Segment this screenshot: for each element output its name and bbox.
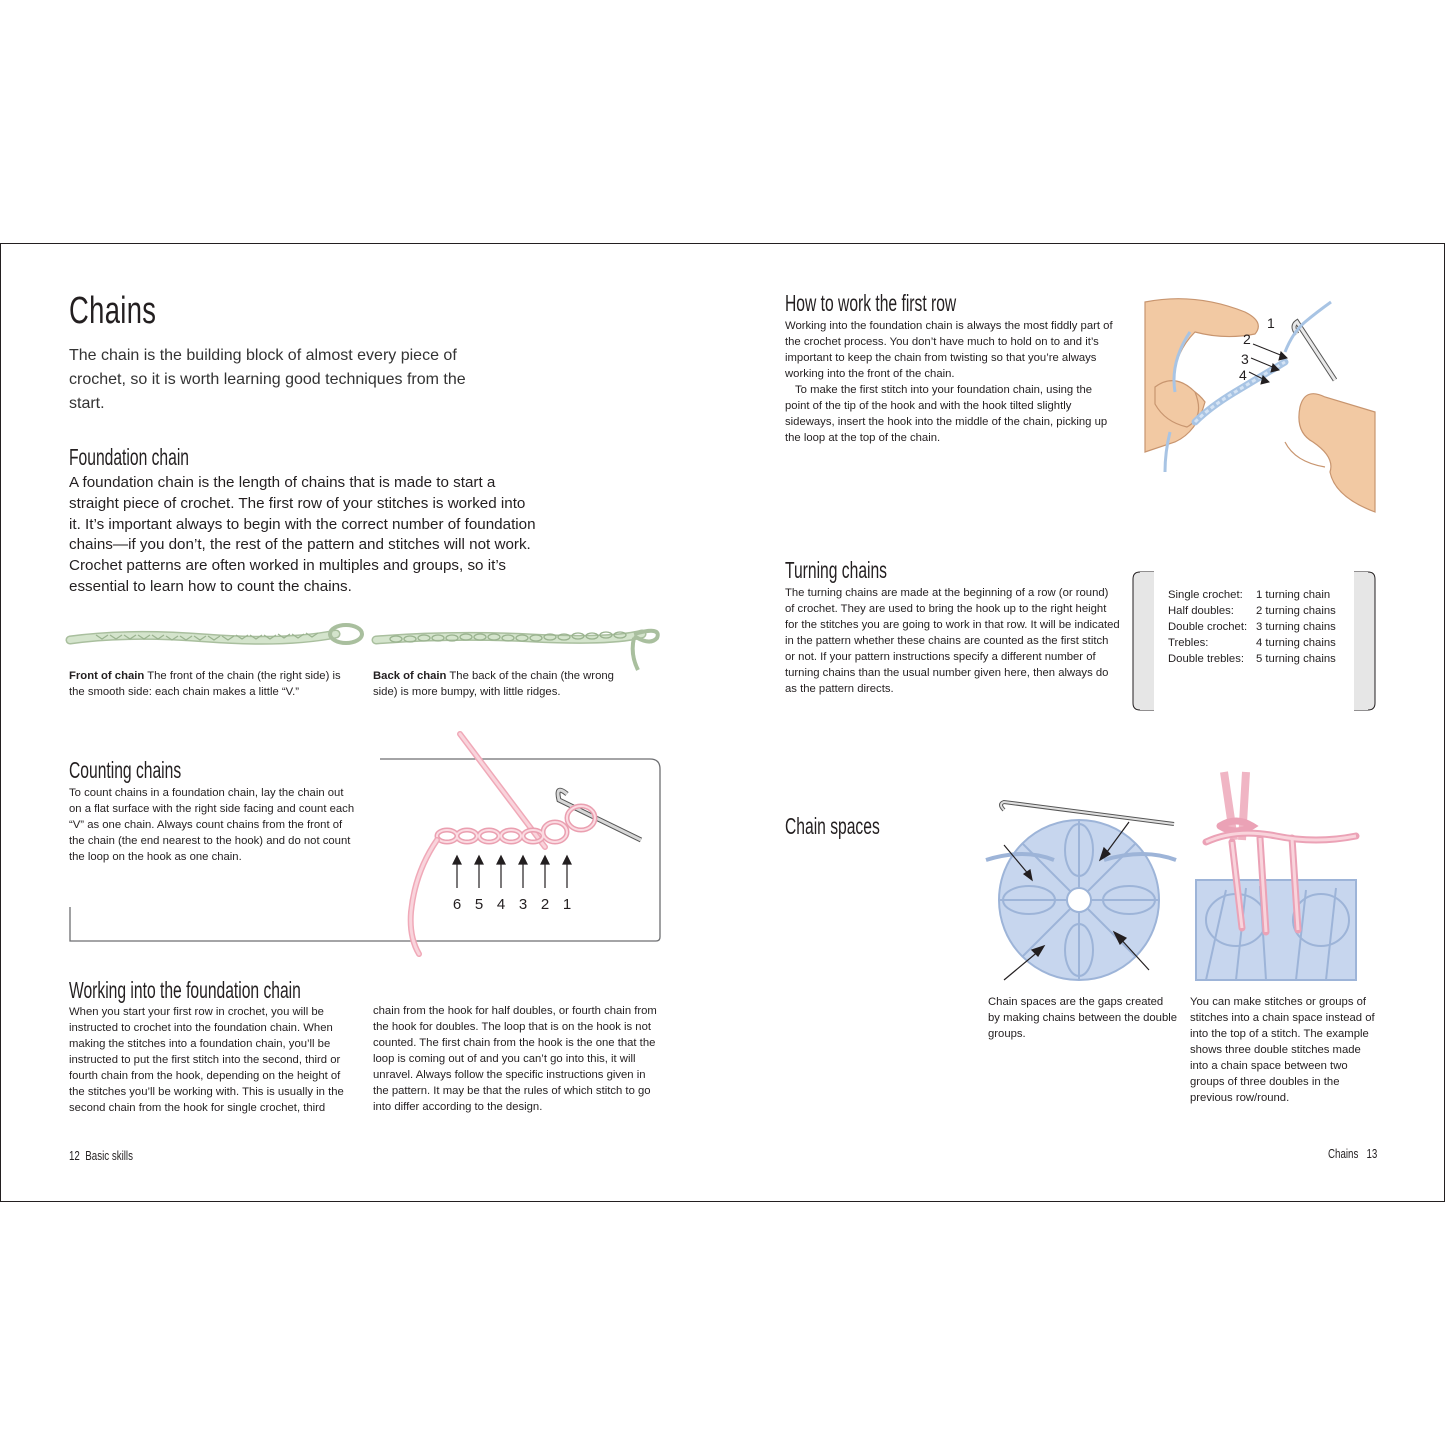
count-number-4: 4: [496, 896, 506, 913]
back-chain-illustration: [372, 624, 667, 674]
table-row: [1168, 619, 1336, 635]
chain-count: 2 turning chains: [1256, 605, 1336, 617]
front-chain-caption: [69, 668, 359, 700]
spaces-caption-2: You can make stitches or groups of stitches into a chain space instead of into the top of a stitch. The example shows three double stitches made into a chain space between two groups of three doubles in the previous row/round.: [1190, 996, 1375, 1104]
first-row-p2: To make the first stitch into your foundation chain, using the point of the tip of the hook and with the hook tilted slightly sideways, insert the hook into the middle of the chain, picking up the loop at the top of the chain.: [785, 384, 1108, 444]
left-page-number: 12: [69, 1148, 80, 1163]
count-number-6: 6: [452, 896, 462, 913]
hook-number-1: 1: [1267, 315, 1275, 331]
hook-number-2: 2: [1243, 331, 1251, 347]
chain-space-illustration-2: [1196, 770, 1361, 985]
count-number-5: 5: [474, 896, 484, 913]
chain-count: 5 turning chains: [1256, 653, 1336, 665]
spaces-heading: Chain spaces: [785, 813, 880, 839]
turning-heading: Turning chains: [785, 557, 888, 583]
chain-space-illustration-1: [984, 800, 1179, 985]
first-row-p1: Working into the foundation chain is always the most fiddly part of the crochet process. You don’t have much to hold on to and it’s important to keep the chain from twisting so that you’re always working into the front of the chain.: [785, 320, 1113, 380]
right-footer: [1328, 1146, 1377, 1161]
right-running-head: Chains: [1328, 1146, 1359, 1161]
table-row: [1168, 635, 1336, 651]
front-chain-label: Front of chain: [69, 670, 145, 682]
count-number-3: 3: [518, 896, 528, 913]
counting-chain-illustration: [405, 732, 645, 958]
right-page-number: 13: [1366, 1146, 1378, 1161]
stitch-name: Double trebles:: [1168, 653, 1244, 665]
stitch-name: Single crochet:: [1168, 589, 1243, 601]
left-running-head: Basic skills: [85, 1148, 133, 1163]
turning-chain-table: [1168, 587, 1336, 667]
hook-number-4: 4: [1239, 367, 1247, 383]
front-chain-text: The front of the chain (the right side) is the smooth side: each chain makes a little “V.”: [69, 670, 341, 698]
stitch-name: Half doubles:: [1168, 605, 1234, 617]
count-number-1: 1: [562, 896, 572, 913]
back-chain-label: Back of chain: [373, 670, 447, 682]
count-number-2: 2: [540, 896, 550, 913]
back-chain-caption: [373, 668, 633, 700]
counting-body: To count chains in a foundation chain, lay the chain out on a flat surface with the right side facing and count each “V” as one chain. Always count chains from the front of the chain (the end nearest to the hook) and do not count the loop on the hook as one chain.: [69, 787, 355, 863]
spaces-caption-1: Chain spaces are the gaps created by making chains between the double groups.: [988, 996, 1178, 1040]
intro-text: The chain is the building block of almost every piece of crochet, so it is worth learning good techniques from the start.: [69, 347, 466, 412]
table-row: [1168, 587, 1336, 603]
chain-count: 1 turning chain: [1256, 589, 1331, 601]
table-row: [1168, 603, 1336, 619]
chain-count: 3 turning chains: [1256, 621, 1336, 633]
stitch-name: Double crochet:: [1168, 621, 1248, 633]
page-title: Chains: [69, 290, 157, 332]
working-col2: chain from the hook for half doubles, or fourth chain from the hook for doubles. The loop that is on the hook is not counted. The first chain from the hook is the one that the loop is coming out of and you can’t go into this, it will unravel. Always follow the specific instructions given in the pattern. It may be that the rules of which stitch to go into differ according to the design.: [373, 1005, 657, 1113]
front-chain-illustration: [66, 620, 366, 660]
working-col1: When you start your first row in crochet, you will be instructed to crochet into the foundation chain. When making the stitches into a foundation chain, you’ll be instructed to put the first stitch into the second, third or fourth chain from the hook, depending on the height of the stitches you’ll be working with. This is usually in the second chain from the hook for single crochet, third: [69, 1006, 344, 1114]
turning-body: The turning chains are made at the beginning of a row (or round) of crochet. They are used to bring the hook up to the right height for the stitches you are going to work in that row. It will be indicated in the pattern whether these chains are counted as the first stitch or not. If your pattern instructions specify a different number of turning chains than the usual number given here, then always do as the pattern directs.: [785, 587, 1120, 695]
counting-heading: Counting chains: [69, 757, 182, 783]
back-chain-text: The back of the chain (the wrong side) is more bumpy, with little ridges.: [373, 670, 614, 698]
chain-count: 4 turning chains: [1256, 637, 1336, 649]
table-row: [1168, 651, 1336, 667]
working-heading: Working into the foundation chain: [69, 977, 301, 1003]
stitch-name: Trebles:: [1168, 637, 1209, 649]
left-footer: [69, 1148, 133, 1163]
hook-number-3: 3: [1241, 351, 1249, 367]
hands-hook-illustration: [1135, 292, 1375, 517]
foundation-heading: Foundation chain: [69, 444, 189, 470]
first-row-heading: How to work the first row: [785, 290, 957, 316]
foundation-body: A foundation chain is the length of chains that is made to start a straight piece of crochet. The first row of your stitches is worked into it. It’s important always to begin with the correct number of foundation chains—if you don’t, the rest of the pattern and stitches will not work. Crochet patterns are often worked in multiples and groups, so it’s essential to learn how to count the chains.: [69, 474, 536, 595]
